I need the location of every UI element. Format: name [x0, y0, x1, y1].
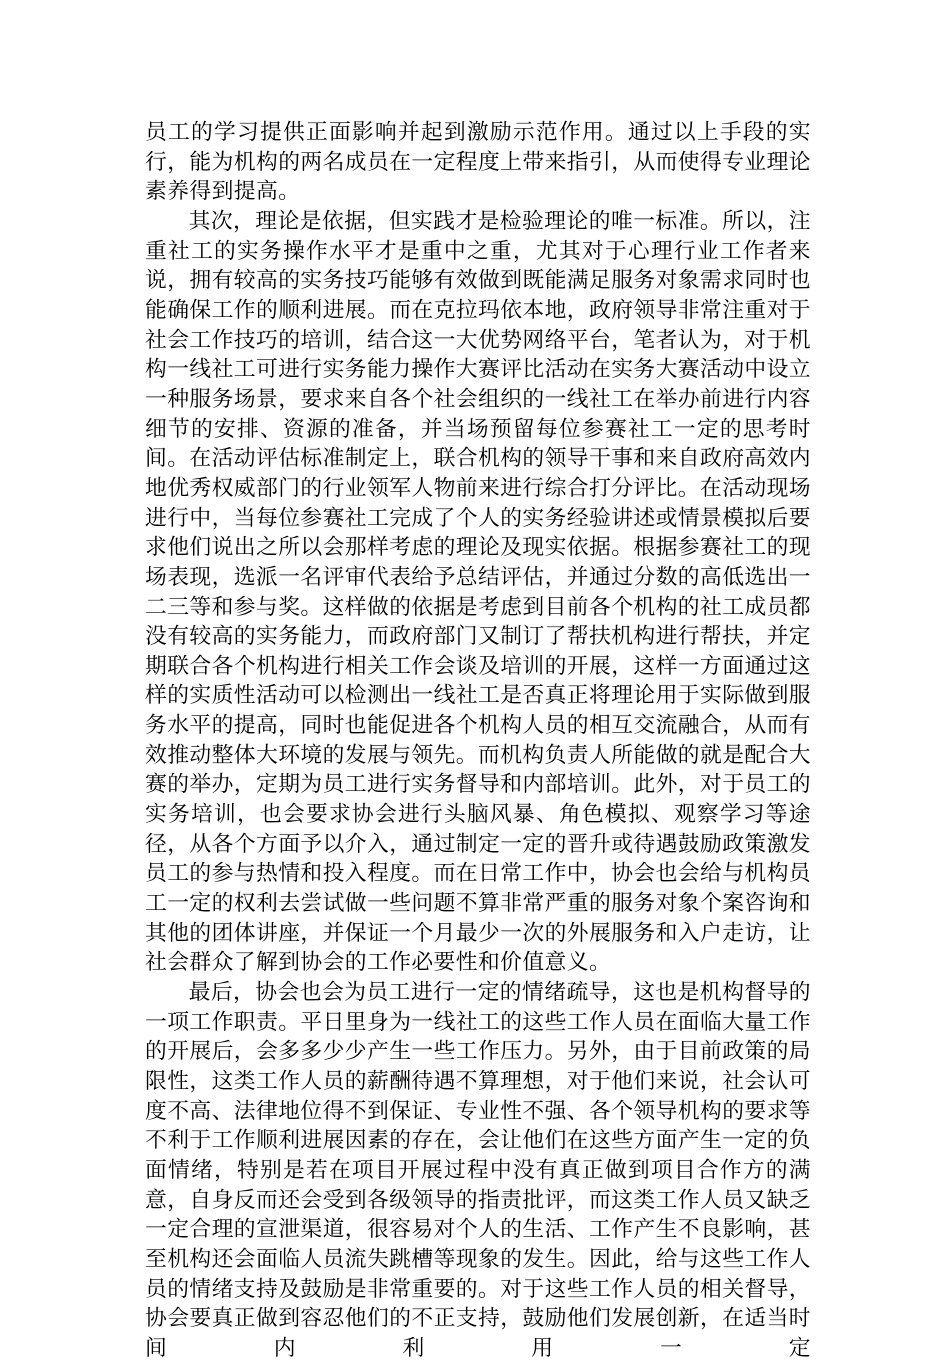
document-body [145, 118, 811, 1364]
paragraph-emotional-support: 最后，协会也会为员工进行一定的情绪疏导，这也是机构督导的一项工作职责。平日里身为一线社工的这些工作人员在面临大量工作的开展后，会多多少少产生一些工作压力。另外，由于目前政策的局限性，这类工作人员的薪酬待遇不算理想，对于他们来说，社会认可度不高、法律地位得不到保证、专业性不强、各个领导机构的要求等不利于工作顺利进展因素的存在，会让他们在这些方面产生一定的负面情绪，特别是若在项目开展过程中没有真正做到项目合作方的满意，自身反而还会受到各级领导的指责批评，而这类工作人员又缺乏一定合理的宣泄渠道，很容易对个人的生活、工作产生不良影响，甚至机构还会面临人员流失跳槽等现象的发生。因此，给与这些工作人员的情绪支持及鼓励是非常重要的。对于这些工作人员的相关督导，协会要真正做到容忍他们的不正支持，鼓励他们发展创新，在适当时间内利用一定 [145, 980, 811, 1361]
paragraph-professional-theory: 员工的学习提供正面影响并起到激励示范作用。通过以上手段的实行，能为机构的两名成员在一定程度上带来指引，从而使得专业理论素养得到提高。 [145, 120, 811, 205]
paragraph-practical-skills: 其次，理论是依据，但实践才是检验理论的唯一标准。所以，注重社工的实务操作水平才是重中之重，尤其对于心理行业工作者来说，拥有较高的实务技巧能够有效做到既能满足服务对象需求同时也能确保工作的顺利进展。而在克拉玛依本地，政府领导非常注重对于社会工作技巧的培训，结合这一大优势网络平台，笔者认为，对于机构一线社工可进行实务能力操作大赛评比活动在实务大赛活动中设立一种服务场景，要求来自各个社会组织的一线社工在举办前进行内容细节的安排、资源的准备，并当场预留每位参赛社工一定的思考时间。在活动评估标准制定上，联合机构的领导干事和来自政府高效内地优秀权威部门的行业领军人物前来进行综合打分评比。在活动现场进行中，当每位参赛社工完成了个人的实务经验讲述或情景模拟后要求他们说出之所以会那样考虑的理论及现实依据。根据参赛社工的现场表现，选派一名评审代表给予总结评估，并通过分数的高低选出一二三等和参与奖。这样做的依据是考虑到目前各个机构的社工成员都没有较高的实务能力，而政府部门又制订了帮扶机构进行帮扶，并定期联合各个机构进行相关工作会谈及培训的开展，这样一方面通过这样的实质性活动可以检测出一线社工是否真正将理论用于实际做到服务水平的提高，同时也能促进各个机构人员的相互交流融合，从而有效推动整体大环境的发展与领先。而机构负责人所能做的就是配合大赛的举办，定期为员工进行实务督导和内部培训。此外，对于员工的实务培训，也会要求协会进行头脑风暴、角色模拟、观察学习等途径，从各个方面予以介入，通过制定一定的晋升或待遇鼓励政策激发员工的参与热情和投入程度。而在日常工作中，协会也会给与机构员工一定的权利去尝试做一些问题不算非常严重的服务对象个案咨询和其他的团体讲座，并保证一个月最少一次的外展服务和入户走访，让社会群众了解到协会的工作必要性和价值意义。 [145, 208, 811, 976]
